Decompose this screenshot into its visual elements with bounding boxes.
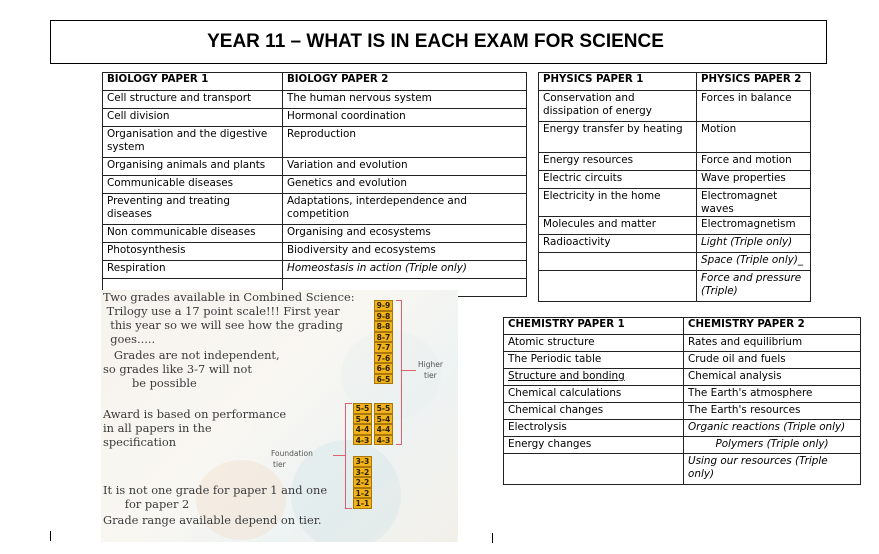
- table-cell: [539, 271, 697, 302]
- table-cell: Energy transfer by heating: [539, 122, 697, 153]
- table-row: [504, 386, 861, 403]
- table-cell: [539, 253, 697, 271]
- info-line: Grades are not independent,: [103, 348, 280, 362]
- higher-grade-cell: 9-9: [374, 300, 393, 311]
- grades-info-panel: [101, 290, 458, 542]
- higher-grade-cell: 5-5: [374, 403, 393, 414]
- info-line: this year so we will see how the grading: [103, 318, 343, 332]
- table-cell: Chemical changes: [504, 403, 684, 420]
- higher-grade-cell: 7-7: [374, 342, 393, 353]
- table-cell: Motion: [697, 122, 811, 153]
- foundation-grade-cell: 4-4: [353, 424, 372, 435]
- chemistry-paper-1-header: CHEMISTRY PAPER 1: [504, 318, 684, 335]
- table-row: [539, 122, 811, 153]
- higher-tier-bracket: [396, 300, 402, 445]
- higher-grade-cell: 5-4: [374, 414, 393, 425]
- table-cell: Organising and ecosystems: [283, 225, 527, 243]
- higher-grade-cell: 4-4: [374, 424, 393, 435]
- table-row: [103, 176, 527, 194]
- higher-tier-pointer: [402, 370, 416, 371]
- table-cell: Electricity in the home: [539, 189, 697, 217]
- table-header-row: [103, 73, 527, 91]
- text-cursor-mark: [50, 531, 51, 541]
- biology-paper-1-header: BIOLOGY PAPER 1: [103, 73, 283, 91]
- table-cell: Energy resources: [539, 153, 697, 171]
- text-cursor-mark: [492, 533, 493, 543]
- table-cell: Atomic structure: [504, 335, 684, 352]
- chemistry-table: [503, 317, 861, 485]
- table-cell: The human nervous system: [283, 91, 527, 109]
- table-cell: Force and motion: [697, 153, 811, 171]
- table-row: [539, 253, 811, 271]
- table-cell: Electromagnetism: [697, 217, 811, 235]
- table-header-row: [539, 73, 811, 91]
- higher-grade-cell: 6-5: [374, 374, 393, 385]
- physics-table: [538, 72, 811, 302]
- table-row: [504, 420, 861, 437]
- info-line: in all papers in the: [103, 421, 212, 435]
- table-cell: Biodiversity and ecosystems: [283, 243, 527, 261]
- table-cell: Adaptations, interdependence and competition: [283, 194, 527, 225]
- table-row: [539, 153, 811, 171]
- foundation-tier-label: Foundation: [271, 449, 313, 458]
- table-row: [539, 271, 811, 302]
- table-cell: Energy changes: [504, 437, 684, 454]
- table-row: [504, 403, 861, 420]
- physics-paper-2-header: PHYSICS PAPER 2: [697, 73, 811, 91]
- table-row: [539, 171, 811, 189]
- info-line: Grade range available depend on tier.: [103, 513, 322, 527]
- table-row: [103, 127, 527, 158]
- table-row: [103, 158, 527, 176]
- info-line: It is not one grade for paper 1 and one: [103, 483, 328, 497]
- foundation-grade-cell: 3-2: [353, 467, 372, 478]
- info-line: Trilogy use a 17 point scale!!! First year: [103, 304, 340, 318]
- foundation-grade-cell: 4-3: [353, 435, 372, 446]
- foundation-grade-cell: 5-5: [353, 403, 372, 414]
- table-cell: Preventing and treating diseases: [103, 194, 283, 225]
- table-cell: [504, 454, 684, 485]
- info-line: Two grades available in Combined Science:: [103, 290, 355, 304]
- higher-grade-cell: 8-8: [374, 321, 393, 332]
- table-cell: Communicable diseases: [103, 176, 283, 194]
- table-cell: Cell division: [103, 109, 283, 127]
- info-line: be possible: [103, 376, 197, 390]
- table-cell: Light (Triple only): [697, 235, 811, 253]
- table-row: [103, 91, 527, 109]
- table-cell: Using our resources (Triple only): [684, 454, 861, 485]
- higher-tier-label: Higher: [418, 360, 443, 369]
- table-cell: Polymers (Triple only): [684, 437, 861, 454]
- page-title: YEAR 11 – WHAT IS IN EACH EXAM FOR SCIENCE: [207, 31, 664, 52]
- foundation-grade-cell: 1-1: [353, 498, 372, 509]
- table-cell: Variation and evolution: [283, 158, 527, 176]
- table-cell: The Earth's atmosphere: [684, 386, 861, 403]
- table-cell: Organisation and the digestive system: [103, 127, 283, 158]
- foundation-tier-label: tier: [273, 460, 286, 469]
- table-cell: Organising animals and plants: [103, 158, 283, 176]
- table-cell: Reproduction: [283, 127, 527, 158]
- table-row: [504, 437, 861, 454]
- table-row: [539, 189, 811, 217]
- table-cell: Space (Triple only)_: [697, 253, 811, 271]
- table-cell: Forces in balance: [697, 91, 811, 122]
- foundation-grade-cell: 1-2: [353, 488, 372, 499]
- table-row: [539, 217, 811, 235]
- higher-grade-cell: 4-3: [374, 435, 393, 446]
- foundation-grade-cell: 3-3: [353, 456, 372, 467]
- physics-paper-1-header: PHYSICS PAPER 1: [539, 73, 697, 91]
- foundation-tier-pointer: [333, 455, 345, 456]
- info-line: specification: [103, 435, 177, 449]
- table-row: [103, 261, 527, 279]
- table-cell: Rates and equilibrium: [684, 335, 861, 352]
- table-cell: Homeostasis in action (Triple only): [283, 261, 527, 279]
- table-row: [103, 225, 527, 243]
- table-cell: Cell structure and transport: [103, 91, 283, 109]
- table-cell: Electromagnet waves: [697, 189, 811, 217]
- table-cell: Organic reactions (Triple only): [684, 420, 861, 437]
- table-cell: Non communicable diseases: [103, 225, 283, 243]
- foundation-tier-bracket: [345, 403, 352, 509]
- table-cell: Molecules and matter: [539, 217, 697, 235]
- table-cell: Electrolysis: [504, 420, 684, 437]
- table-cell: Crude oil and fuels: [684, 352, 861, 369]
- higher-grade-cell: 7-6: [374, 353, 393, 364]
- table-cell: Conservation and dissipation of energy: [539, 91, 697, 122]
- table-cell: Chemical calculations: [504, 386, 684, 403]
- info-line: so grades like 3-7 will not: [103, 362, 252, 376]
- table-row: [504, 454, 861, 485]
- info-line: Award is based on performance: [103, 407, 287, 421]
- higher-grade-cell: 6-6: [374, 363, 393, 374]
- table-cell: Force and pressure (Triple): [697, 271, 811, 302]
- background-flask-shape: [196, 460, 286, 540]
- table-cell: The Earth's resources: [684, 403, 861, 420]
- biology-paper-2-header: BIOLOGY PAPER 2: [283, 73, 527, 91]
- table-row: [539, 91, 811, 122]
- table-cell: Genetics and evolution: [283, 176, 527, 194]
- foundation-grade-cell: 5-4: [353, 414, 372, 425]
- table-row: [504, 369, 861, 386]
- table-row: [103, 194, 527, 225]
- chemistry-paper-2-header: CHEMISTRY PAPER 2: [684, 318, 861, 335]
- higher-tier-label: tier: [424, 371, 437, 380]
- table-cell: The Periodic table: [504, 352, 684, 369]
- table-cell: Chemical analysis: [684, 369, 861, 386]
- table-row: [539, 235, 811, 253]
- title-box: [50, 20, 827, 64]
- table-row: [504, 352, 861, 369]
- table-cell: Electric circuits: [539, 171, 697, 189]
- info-line: goes.....: [103, 332, 156, 346]
- higher-grade-cell: 9-8: [374, 311, 393, 322]
- foundation-grade-cell: 2-2: [353, 477, 372, 488]
- table-cell: Structure and bonding: [504, 369, 684, 386]
- table-cell: Wave properties: [697, 171, 811, 189]
- table-cell: Respiration: [103, 261, 283, 279]
- table-cell: Radioactivity: [539, 235, 697, 253]
- info-line: for paper 2: [103, 497, 190, 511]
- table-row: [103, 109, 527, 127]
- table-cell: Photosynthesis: [103, 243, 283, 261]
- table-header-row: [504, 318, 861, 335]
- table-cell: Hormonal coordination: [283, 109, 527, 127]
- higher-grade-cell: 8-7: [374, 332, 393, 343]
- table-row: [504, 335, 861, 352]
- table-row: [103, 243, 527, 261]
- biology-table: [102, 72, 527, 297]
